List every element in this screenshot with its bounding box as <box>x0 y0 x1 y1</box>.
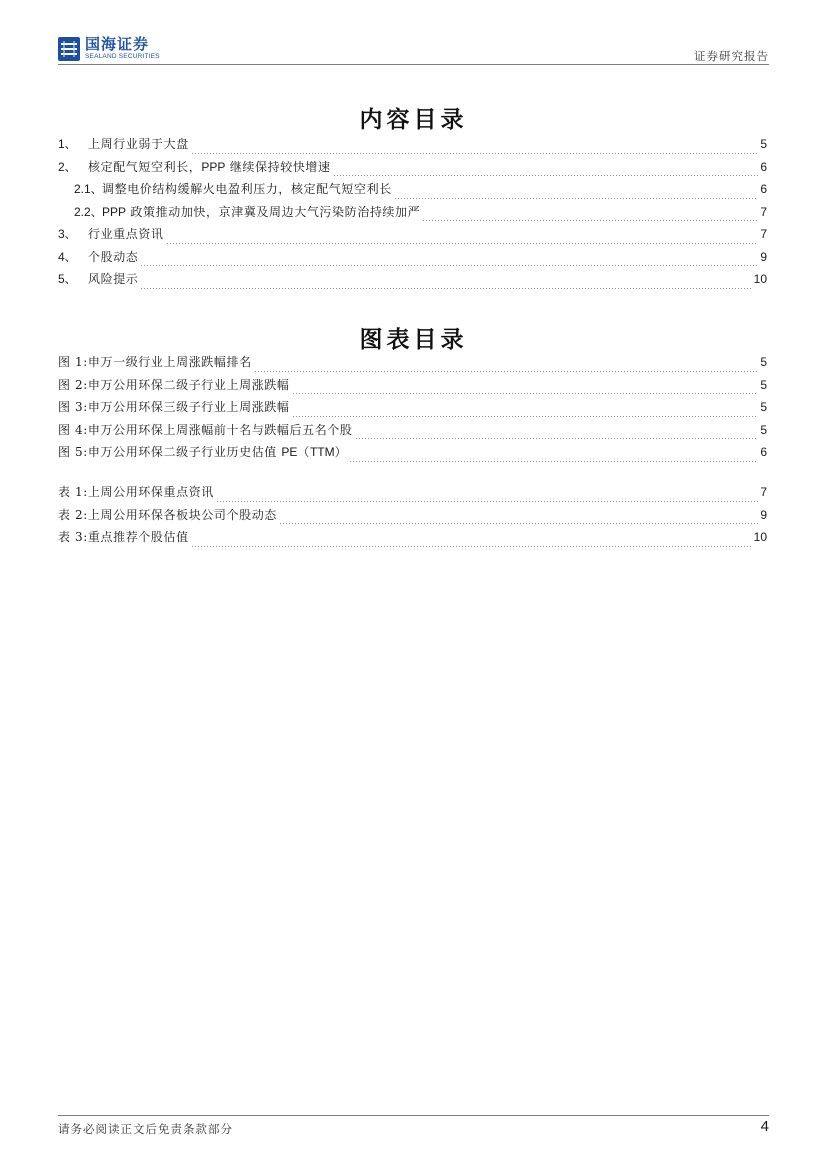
dot-leader <box>422 220 758 221</box>
toc-page-number: 7 <box>760 485 767 499</box>
figure-label: 图 3: <box>58 400 88 414</box>
dot-leader <box>140 265 758 266</box>
toc-entry-number: 5、 <box>58 272 77 286</box>
table-label: 表 1: <box>58 485 88 499</box>
contents-title: 内容目录 <box>359 107 468 133</box>
toc-entry-title: 行业重点资讯 <box>88 227 164 241</box>
tables-list <box>58 483 767 551</box>
toc-entry-number: 1、 <box>58 137 77 151</box>
toc-page-number: 5 <box>760 400 767 414</box>
contents-list <box>58 135 767 293</box>
table-entry[interactable] <box>58 506 767 529</box>
toc-page-number: 9 <box>760 507 767 522</box>
figure-label: 图 2: <box>58 377 88 392</box>
dot-leader <box>394 198 759 199</box>
toc-entry-title: 申万公用环保上周涨幅前十名与跌幅后五名个股 <box>87 422 353 437</box>
toc-page-number: 5 <box>760 377 767 392</box>
toc-entry-number: 2.2、 <box>74 204 103 219</box>
toc-entry-title: 申万公用环保二级子行业上周涨跌幅 <box>87 377 290 392</box>
figure-entry[interactable] <box>58 376 767 399</box>
toc-entry-number: 2、 <box>58 159 77 174</box>
company-logo <box>58 36 160 62</box>
table-label: 表 3: <box>58 530 88 544</box>
figure-entry[interactable] <box>58 443 767 466</box>
sealand-logo-icon <box>58 37 80 61</box>
toc-page-number: 7 <box>760 204 767 219</box>
toc-page-number: 6 <box>760 445 767 459</box>
figures-title: 图表目录 <box>359 327 468 353</box>
page-number: 4 <box>760 1118 769 1135</box>
dot-leader <box>140 288 751 289</box>
logo-chinese-name: 国海证券 <box>85 35 150 54</box>
toc-entry[interactable] <box>58 158 767 181</box>
figure-label: 图 4: <box>58 422 88 437</box>
figure-label: 图 1: <box>58 355 88 369</box>
table-entry[interactable] <box>58 483 767 506</box>
logo-english-name: SEALAND SECURITIES <box>85 53 160 61</box>
toc-page-number: 10 <box>753 272 767 286</box>
page-header <box>0 0 827 70</box>
dot-leader <box>333 175 759 176</box>
toc-page-number: 5 <box>760 422 767 437</box>
toc-entry-title: 风险提示 <box>88 272 139 286</box>
toc-entry-title: 申万公用环保三级子行业上周涨跌幅 <box>87 400 290 414</box>
disclaimer-note: 请务必阅读正文后免责条款部分 <box>58 1122 233 1136</box>
table-entry[interactable] <box>58 528 767 551</box>
toc-entry-title: 申万公用环保二级子行业历史估值 PE（TTM） <box>87 445 348 459</box>
figure-label: 图 5: <box>58 445 88 459</box>
dot-leader <box>279 523 758 524</box>
toc-entry[interactable] <box>58 270 767 293</box>
header-divider <box>58 64 769 65</box>
toc-entry[interactable] <box>58 225 767 248</box>
dot-leader <box>216 501 758 502</box>
toc-page-number: 9 <box>760 249 767 264</box>
toc-page-number: 6 <box>760 182 767 196</box>
toc-page-number: 6 <box>760 159 767 174</box>
toc-page-number: 5 <box>760 355 767 369</box>
figure-entry[interactable] <box>58 398 767 421</box>
toc-entry-title: 申万一级行业上周涨跌幅排名 <box>87 355 252 369</box>
dot-leader <box>254 371 759 372</box>
table-label: 表 2: <box>58 507 88 522</box>
dot-leader <box>191 153 759 154</box>
toc-entry-title: 调整电价结构缓解火电盈利压力，核定配气短空利长 <box>102 182 392 196</box>
toc-page-number: 10 <box>753 530 767 544</box>
dot-leader <box>292 416 759 417</box>
toc-entry-title: PPP 政策推动加快，京津冀及周边大气污染防治持续加严 <box>102 204 421 219</box>
toc-entry-number: 4、 <box>58 249 77 264</box>
toc-entry-title: 上周行业弱于大盘 <box>88 137 189 151</box>
toc-entry-title: 核定配气短空利长，PPP 继续保持较快增速 <box>88 159 331 174</box>
toc-entry-title: 重点推荐个股估值 <box>87 530 189 544</box>
dot-leader <box>349 461 758 462</box>
toc-page-number: 7 <box>760 227 767 241</box>
dot-leader <box>292 393 759 394</box>
toc-page-number: 5 <box>760 137 767 151</box>
report-type-label: 证券研究报告 <box>694 49 769 63</box>
toc-entry[interactable] <box>58 180 767 203</box>
toc-entry-title: 上周公用环保各板块公司个股动态 <box>87 507 277 522</box>
toc-entry[interactable] <box>58 248 767 271</box>
toc-entry-number: 3、 <box>58 227 77 241</box>
toc-entry-title: 上周公用环保重点资讯 <box>87 485 214 499</box>
dot-leader <box>191 546 752 547</box>
dot-leader <box>166 243 759 244</box>
figure-entry[interactable] <box>58 353 767 376</box>
toc-entry[interactable] <box>58 135 767 158</box>
toc-entry-title: 个股动态 <box>88 249 139 264</box>
figure-entry[interactable] <box>58 421 767 444</box>
dot-leader <box>355 438 759 439</box>
footer-divider <box>58 1115 769 1116</box>
toc-entry[interactable] <box>58 203 767 226</box>
toc-entry-number: 2.1、 <box>74 182 103 196</box>
charts-list <box>58 353 767 466</box>
